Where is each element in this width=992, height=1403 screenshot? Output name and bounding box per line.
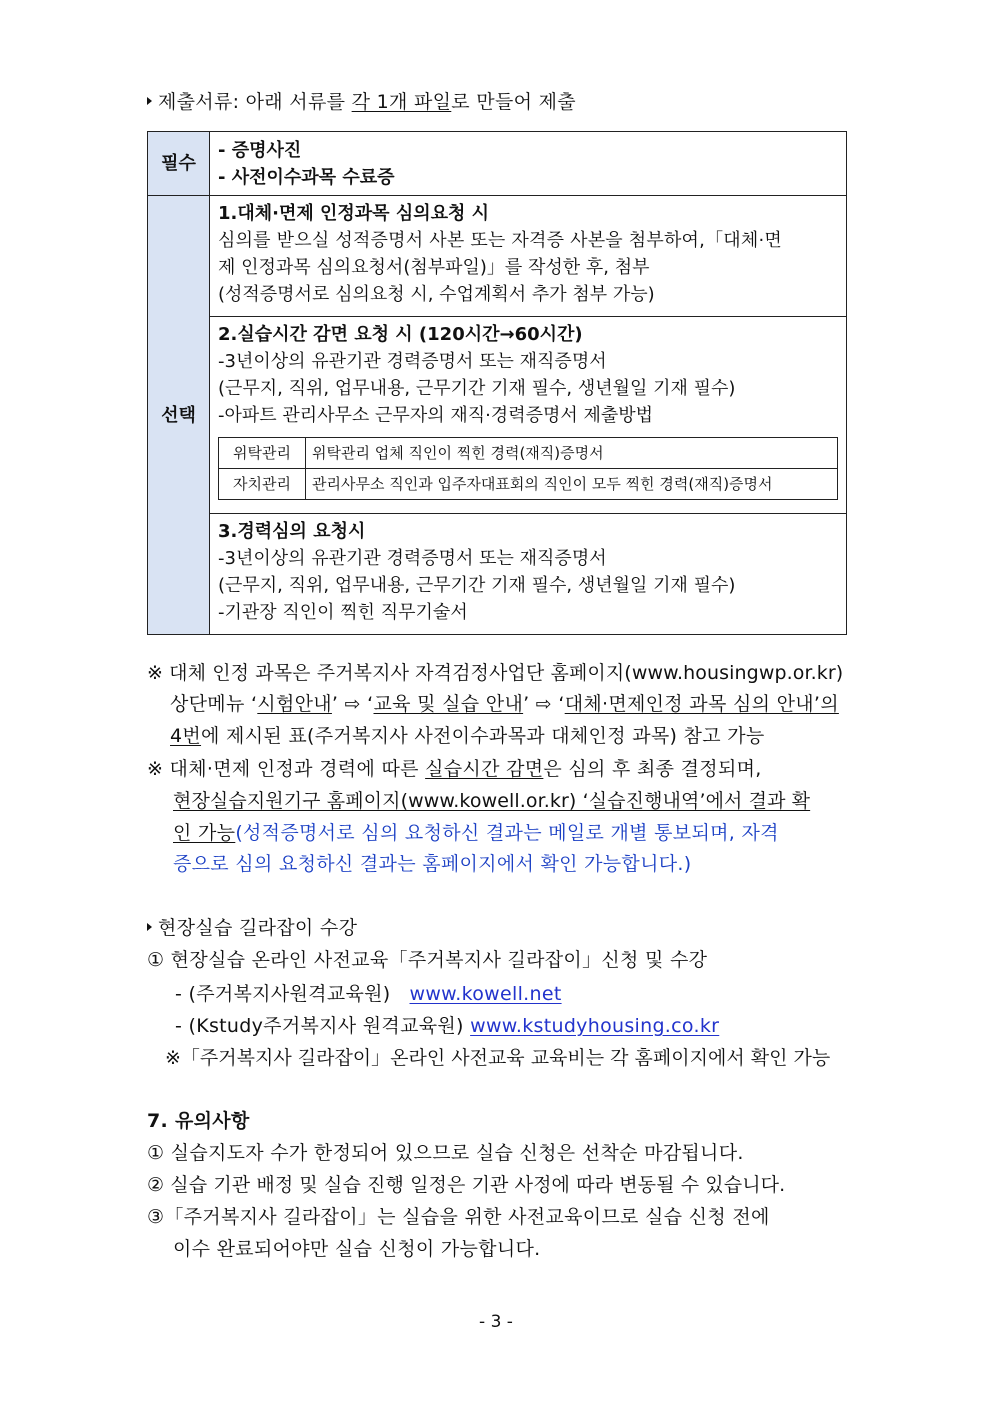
- page-number: - 3 -: [479, 1312, 513, 1332]
- section-hours-reduction: 2.실습시간 감면 요청 시 (120시간→60시간) -3년이상의 유관기관 경력증명서 또는 재직증명서 (근무지, 직위, 업무내용, 근무기간 기재 필수, 생년월일 기재 필수) -아파트 관리사무소 근무자의 재직·경력증명서 제출방법 위탁관리 위탁관리 업체 직인이 찍힌 경력(재직)증명서 자치관리 관리사무소 직인과 입주자대표회의 직인이 모두 찍힌 경력(재직)증명서: [210, 317, 847, 514]
- inner-value: 관리사무소 직인과 입주자대표회의 직인이 모두 찍힌 경력(재직)증명서: [306, 469, 838, 500]
- guide-site1: - (주거복지사원격교육원) www.kowell.net: [175, 983, 562, 1005]
- kowell-link[interactable]: www.kowell.net: [409, 983, 562, 1005]
- guide-header: 현장실습 길라잡이 수강: [147, 916, 357, 940]
- apartment-submission-table: [218, 437, 838, 500]
- section7-item: ② 실습 기관 배정 및 실습 진행 일정은 기관 사정에 따라 변동될 수 있습니다.: [147, 1174, 786, 1196]
- triangle-bullet-icon: [147, 97, 152, 105]
- submission-documents-table: [147, 131, 847, 635]
- inner-key: 위탁관리: [219, 438, 306, 469]
- guide-item1: ① 현장실습 온라인 사전교육「주거복지사 길라잡이」신청 및 수강: [147, 949, 708, 971]
- inner-value: 위탁관리 업체 직인이 찍힌 경력(재직)증명서: [306, 438, 838, 469]
- note2-line3: 인 가능(성적증명서로 심의 요청하신 결과는 메일로 개별 통보되며, 자격: [173, 822, 779, 844]
- note1-line1: ※ 대체 인정 과목은 주거복지사 자격검정사업단 홈페이지(www.housingwp.or.kr): [147, 662, 844, 684]
- section7-item-cont: 이수 완료되어야만 실습 신청이 가능합니다.: [173, 1238, 541, 1260]
- note2-line1: ※ 대체·면제 인정과 경력에 따른 실습시간 감면은 심의 후 최종 결정되며,: [147, 758, 762, 780]
- note2-line4: 증으로 심의 요청하신 결과는 홈페이지에서 확인 가능합니다.): [173, 853, 692, 875]
- section7-title: 7. 유의사항: [147, 1110, 250, 1132]
- section7-item: ① 실습지도자 수가 한정되어 있으므로 실습 신청은 선착순 마감됩니다.: [147, 1142, 744, 1164]
- kstudy-link[interactable]: www.kstudyhousing.co.kr: [470, 1015, 720, 1037]
- section-substitution: 1.대체·면제 인정과목 심의요청 시 심의를 받으실 성적증명서 사본 또는 자격증 사본을 첨부하여,「대체·면 제 인정과목 심의요청서(첨부파일)」를 작성한 후, 첨부 (성적증명서로 심의요청 시, 수업계획서 추가 첨부 가능): [210, 196, 847, 317]
- section-career-review: 3.경력심의 요청시 -3년이상의 유관기관 경력증명서 또는 재직증명서 (근무지, 직위, 업무내용, 근무기간 기재 필수, 생년월일 기재 필수) -기관장 직인이 찍힌 직무기술서: [210, 514, 847, 635]
- inner-key: 자치관리: [219, 469, 306, 500]
- required-items: - 증명사진 - 사전이수과목 수료증: [210, 132, 847, 196]
- note1-line2: 상단메뉴 ‘시험안내’ ⇨ ‘교육 및 실습 안내’ ⇨ ‘대체·면제인정 과목 심의 안내’의: [170, 693, 839, 715]
- guide-fee-note: ※「주거복지사 길라잡이」온라인 사전교육 교육비는 각 홈페이지에서 확인 가능: [165, 1047, 831, 1069]
- required-label: 필수: [148, 132, 210, 196]
- triangle-bullet-icon: [147, 923, 152, 931]
- note2-line2: 현장실습지원기구 홈페이지(www.kowell.or.kr) ‘실습진행내역’에서 결과 확: [173, 790, 811, 812]
- section7-item: ③「주거복지사 길라잡이」는 실습을 위한 사전교육이므로 실습 신청 전에: [147, 1206, 770, 1228]
- submit-docs-header: 제출서류: 아래 서류를 각 1개 파일로 만들어 제출: [147, 90, 576, 114]
- guide-site2: - (Kstudy주거복지사 원격교육원) www.kstudyhousing.co.kr: [175, 1015, 720, 1037]
- note1-line3: 4번에 제시된 표(주거복지사 사전이수과목과 대체인정 과목) 참고 가능: [170, 725, 765, 747]
- optional-label: 선택: [148, 196, 210, 635]
